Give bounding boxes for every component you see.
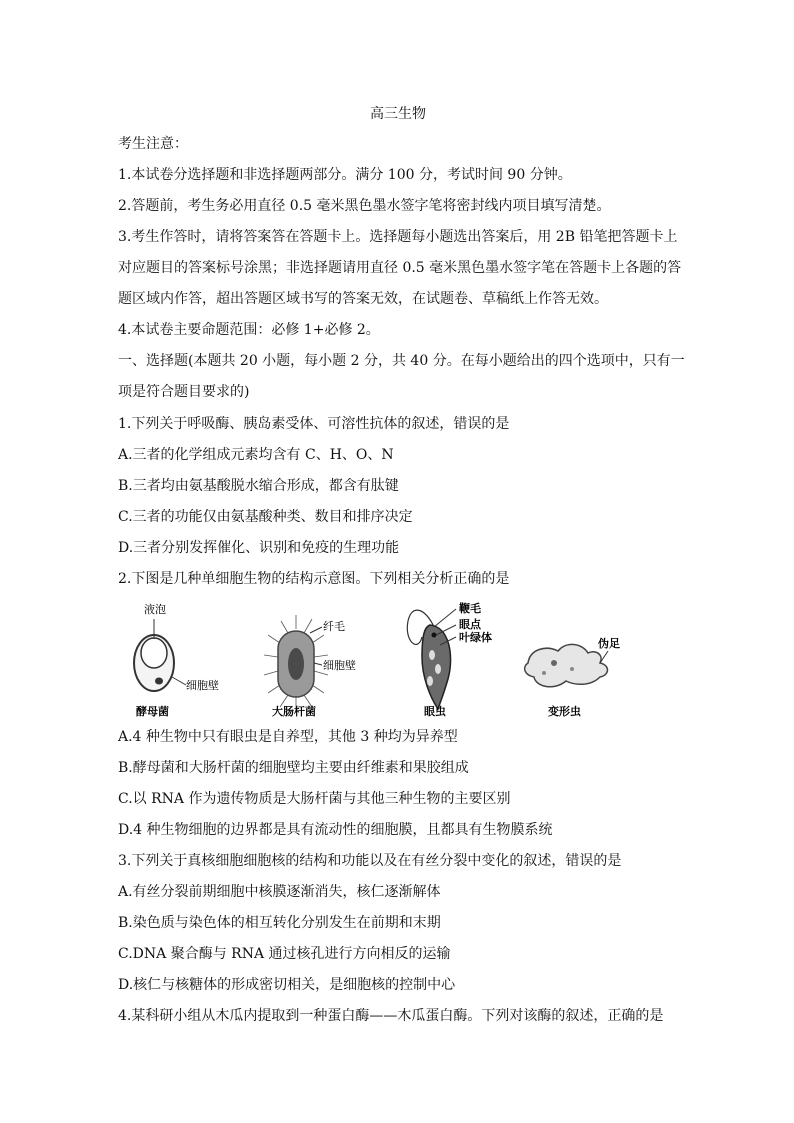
option-d: D.三者分别发挥催化、识别和免疫的生理功能	[118, 540, 400, 556]
ecoli-wall-label: 细胞壁	[323, 659, 356, 672]
option-c: C.三者的功能仅由氨基酸种类、数目和排序决定	[118, 509, 413, 525]
yeast-wall-pointer	[172, 677, 186, 685]
euglena-chloroplast-label: 叶绿体	[459, 631, 492, 644]
option-a: A.三者的化学组成元素均含有 C、H、O、N	[118, 447, 394, 463]
notice-item: 4.本试卷主要命题范围：必修 1+必修 2。	[118, 322, 380, 338]
yeast-wall-label: 细胞壁	[186, 679, 219, 692]
section-heading-cont: 项是符合题目要求的)	[118, 384, 250, 400]
notice-item: 3.考生作答时，请将答案答在答题卡上。选择题每小题选出答案后，用 2B 铅笔把答题卡上	[118, 229, 678, 245]
yeast-name: 酵母菌	[136, 705, 169, 718]
yeast-diagram	[134, 602, 219, 718]
yeast-nucleus-shape	[155, 678, 163, 685]
euglena-flagellum-pointer	[434, 609, 456, 627]
question-stem: 1.下列关于呼吸酶、胰岛素受体、可溶性抗体的叙述，错误的是	[118, 416, 510, 432]
ecoli-name: 大肠杆菌	[272, 705, 316, 718]
euglena-eyespot-shape	[432, 633, 437, 638]
question-stem: 4.某科研小组从木瓜内提取到一种蛋白酶——木瓜蛋白酶。下列对该酶的叙述，正确的是	[118, 1008, 664, 1024]
figure-svg	[126, 597, 651, 719]
option-a: A.有丝分裂前期细胞中核膜逐渐消失，核仁逐渐解体	[118, 884, 441, 900]
section-heading: 一、选择题(本题共 20 小题，每小题 2 分，共 40 分。在每小题给出的四个选项中，只有一	[118, 353, 685, 369]
euglena-diagram	[407, 601, 492, 718]
option-c: C.以 RNA 作为遗传物质是大肠杆菌与其他三种生物的主要区别	[118, 791, 511, 807]
option-a: A.4 种生物中只有眼虫是自养型，其他 3 种均为异养型	[118, 729, 458, 745]
euglena-flagellum-label: 鞭毛	[459, 602, 481, 615]
cell-structure-figure	[126, 597, 651, 719]
ecoli-diagram	[264, 615, 356, 718]
notice-item: 对应题目的答案标号涂黑；非选择题请用直径 0.5 毫米黑色墨水签字笔在答题卡上各题的答	[118, 260, 682, 276]
question-stem: 3.下列关于真核细胞细胞核的结构和功能以及在有丝分裂中变化的叙述，错误的是	[118, 853, 622, 869]
notice-item: 1.本试卷分选择题和非选择题两部分。满分 100 分，考试时间 90 分钟。	[118, 167, 572, 183]
option-d: D.核仁与核糖体的形成密切相关，是细胞核的控制中心	[118, 977, 456, 993]
option-d: D.4 种生物细胞的边界都是具有流动性的细胞膜，且都具有生物膜系统	[118, 822, 553, 838]
amoeba-body-shape	[525, 644, 608, 686]
notice-heading: 考生注意：	[118, 136, 188, 152]
amoeba-diagram	[525, 636, 620, 718]
euglena-name: 眼虫	[424, 705, 446, 718]
ecoli-pili-pointer	[310, 627, 322, 633]
notice-item: 题区域内作答，超出答题区域书写的答案无效，在试题卷、草稿纸上作答无效。	[118, 291, 608, 307]
yeast-vacuole-label: 液泡	[144, 603, 166, 616]
amoeba-nucleus-shape	[551, 660, 557, 666]
page-title: 高三生物	[370, 106, 426, 122]
ecoli-wall-pointer	[314, 663, 322, 665]
euglena-eyespot-label: 眼点	[459, 618, 481, 631]
amoeba-pseudopod-label: 伪足	[598, 637, 620, 650]
amoeba-name: 变形虫	[548, 705, 581, 718]
yeast-vacuole-shape	[141, 638, 167, 668]
option-c: C.DNA 聚合酶与 RNA 通过核孔进行方向相反的运输	[118, 946, 451, 962]
ecoli-nucleoid-shape	[288, 648, 304, 680]
notice-item: 2.答题前，考生务必用直径 0.5 毫米黑色墨水签字笔将密封线内项目填写清楚。	[118, 198, 611, 214]
ecoli-pili-label: 纤毛	[323, 620, 345, 633]
option-b: B.染色质与染色体的相互转化分别发生在前期和末期	[118, 915, 441, 931]
option-b: B.三者均由氨基酸脱水缩合形成，都含有肽键	[118, 478, 399, 494]
question-stem: 2.下图是几种单细胞生物的结构示意图。下列相关分析正确的是	[118, 571, 510, 587]
euglena-chloroplast-shape	[429, 650, 435, 660]
option-b: B.酵母菌和大肠杆菌的细胞壁均主要由纤维素和果胶组成	[118, 760, 469, 776]
